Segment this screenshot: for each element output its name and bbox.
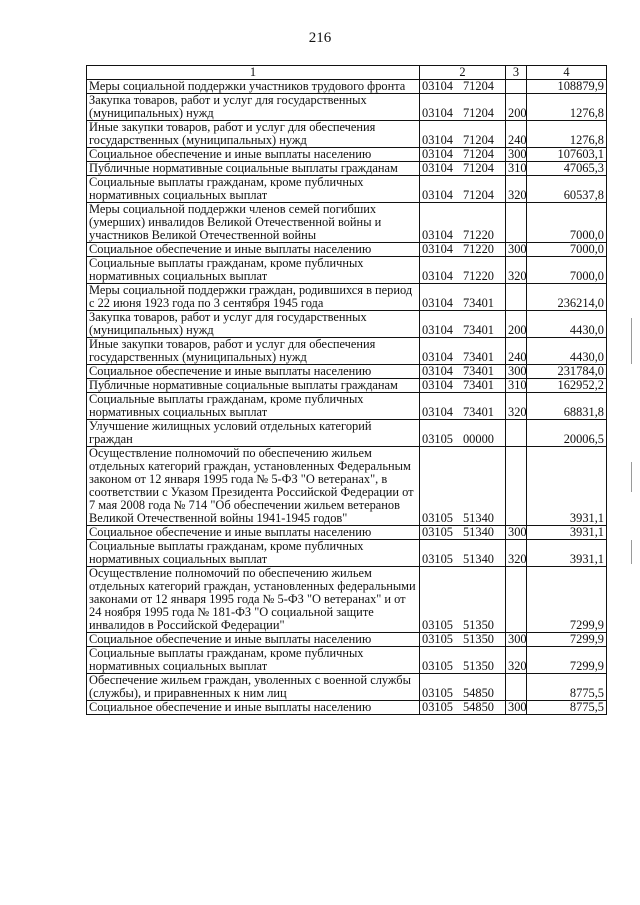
expense-type-cell: 300 xyxy=(506,148,527,162)
table-row xyxy=(87,257,607,284)
row-code-cell xyxy=(420,447,506,526)
page-number: 216 xyxy=(308,30,332,46)
table-row xyxy=(87,365,607,379)
row-name-cell: Социальное обеспечение и иные выплаты населению xyxy=(87,701,420,715)
section-code: 03105 xyxy=(422,618,453,632)
expense-type-cell: 320 xyxy=(506,393,527,420)
table-row xyxy=(87,121,607,148)
section-code: 03104 xyxy=(422,228,453,242)
row-name-cell: Социальное обеспечение и иные выплаты населению xyxy=(87,633,420,647)
target-article-code: 71204 xyxy=(462,188,494,202)
row-name-cell: Меры социальной поддержки граждан, родившихся в период с 22 июня 1923 года по 3 сентября 1945 года xyxy=(87,284,420,311)
expense-type-cell: 320 xyxy=(506,176,527,203)
section-code: 03105 xyxy=(422,686,453,700)
table-row xyxy=(87,176,607,203)
scan-edge-mark xyxy=(631,540,632,564)
amount-cell: 20006,5 xyxy=(527,420,607,447)
section-code: 03104 xyxy=(422,323,453,337)
target-article-code: 51340 xyxy=(462,525,494,539)
row-name-cell: Осуществление полномочий по обеспечению жильем отдельных категорий граждан, установленных федеральными законами от 12 января 1995 года № 5-ФЗ "О ветеранах" и от 24 ноября 1995 года № 181-ФЗ "О социальной защите инвалидов в Российской Федерации" xyxy=(87,567,420,633)
row-name-cell: Социальные выплаты гражданам, кроме публичных нормативных социальных выплат xyxy=(87,257,420,284)
expense-type-cell: 240 xyxy=(506,121,527,148)
row-code-cell xyxy=(420,243,506,257)
target-article-code: 73401 xyxy=(462,323,494,337)
table-row xyxy=(87,284,607,311)
scan-edge-mark xyxy=(631,462,632,492)
expense-type-cell xyxy=(506,203,527,243)
target-article-code: 51340 xyxy=(462,511,494,525)
section-code: 03104 xyxy=(422,79,453,93)
section-code: 03105 xyxy=(422,552,453,566)
expense-type-cell: 200 xyxy=(506,94,527,121)
target-article-code: 54850 xyxy=(462,686,494,700)
expense-type-cell: 300 xyxy=(506,526,527,540)
table-body xyxy=(87,80,607,715)
row-name-cell: Улучшение жилищных условий отдельных категорий граждан xyxy=(87,420,420,447)
row-name-cell: Социальное обеспечение и иные выплаты населению xyxy=(87,148,420,162)
row-code-cell xyxy=(420,162,506,176)
expense-type-cell: 320 xyxy=(506,540,527,567)
row-name-cell: Социальные выплаты гражданам, кроме публичных нормативных социальных выплат xyxy=(87,176,420,203)
section-code: 03104 xyxy=(422,242,453,256)
amount-cell: 4430,0 xyxy=(527,311,607,338)
amount-cell: 3931,1 xyxy=(527,526,607,540)
column-header-amount: 4 xyxy=(527,66,607,80)
row-name-cell: Закупка товаров, работ и услуг для государственных (муниципальных) нужд xyxy=(87,311,420,338)
section-code: 03105 xyxy=(422,700,453,714)
row-name-cell: Социальное обеспечение и иные выплаты населению xyxy=(87,243,420,257)
section-code: 03104 xyxy=(422,161,453,175)
row-code-cell xyxy=(420,284,506,311)
row-code-cell xyxy=(420,365,506,379)
table-row xyxy=(87,338,607,365)
section-code: 03104 xyxy=(422,133,453,147)
row-code-cell xyxy=(420,338,506,365)
row-name-cell: Осуществление полномочий по обеспечению жильем отдельных категорий граждан, установленных Федеральным законом от 12 января 1995 года № 5-ФЗ "О ветеранах", в соответствии с Указом Президента Российской Федерации от 7 мая 2008 года № 714 "Об обеспечении жильем ветеранов Великой Отечественной войны 1941-1945 годов" xyxy=(87,447,420,526)
row-name-cell: Меры социальной поддержки участников трудового фронта xyxy=(87,80,420,94)
target-article-code: 71204 xyxy=(462,133,494,147)
target-article-code: 51350 xyxy=(462,659,494,673)
target-article-code: 71204 xyxy=(462,147,494,161)
expense-type-cell: 300 xyxy=(506,365,527,379)
row-code-cell xyxy=(420,647,506,674)
amount-cell: 8775,5 xyxy=(527,674,607,701)
section-code: 03105 xyxy=(422,511,453,525)
expense-type-cell xyxy=(506,284,527,311)
table-row xyxy=(87,243,607,257)
row-name-cell: Закупка товаров, работ и услуг для государственных (муниципальных) нужд xyxy=(87,94,420,121)
column-header-name: 1 xyxy=(87,66,420,80)
table-row xyxy=(87,94,607,121)
section-code: 03104 xyxy=(422,364,453,378)
expense-type-cell xyxy=(506,447,527,526)
row-name-cell: Иные закупки товаров, работ и услуг для обеспечения государственных (муниципальных) нужд xyxy=(87,121,420,148)
expense-type-cell: 200 xyxy=(506,311,527,338)
section-code: 03104 xyxy=(422,378,453,392)
table-row xyxy=(87,647,607,674)
expense-type-cell xyxy=(506,80,527,94)
row-code-cell xyxy=(420,203,506,243)
section-code: 03105 xyxy=(422,432,453,446)
amount-cell: 162952,2 xyxy=(527,379,607,393)
table-row xyxy=(87,162,607,176)
table-row xyxy=(87,526,607,540)
target-article-code: 73401 xyxy=(462,296,494,310)
expense-type-cell: 310 xyxy=(506,379,527,393)
table-row xyxy=(87,540,607,567)
target-article-code: 51350 xyxy=(462,632,494,646)
scan-edge-mark xyxy=(631,318,632,364)
row-name-cell: Социальные выплаты гражданам, кроме публичных нормативных социальных выплат xyxy=(87,540,420,567)
row-code-cell xyxy=(420,148,506,162)
amount-cell: 7000,0 xyxy=(527,243,607,257)
expense-type-cell: 300 xyxy=(506,701,527,715)
amount-cell: 3931,1 xyxy=(527,447,607,526)
amount-cell: 7000,0 xyxy=(527,257,607,284)
target-article-code: 54850 xyxy=(462,700,494,714)
row-code-cell xyxy=(420,420,506,447)
target-article-code: 71220 xyxy=(462,269,494,283)
row-code-cell xyxy=(420,176,506,203)
amount-cell: 7299,9 xyxy=(527,567,607,633)
table-row xyxy=(87,447,607,526)
section-code: 03105 xyxy=(422,632,453,646)
row-name-cell: Социальные выплаты гражданам, кроме публичных нормативных социальных выплат xyxy=(87,393,420,420)
row-name-cell: Обеспечение жильем граждан, уволенных с военной службы (службы), и приравненных к ним лиц xyxy=(87,674,420,701)
row-name-cell: Социальное обеспечение и иные выплаты населению xyxy=(87,365,420,379)
row-name-cell: Публичные нормативные социальные выплаты гражданам xyxy=(87,162,420,176)
expense-type-cell: 240 xyxy=(506,338,527,365)
amount-cell: 7299,9 xyxy=(527,633,607,647)
row-code-cell xyxy=(420,121,506,148)
amount-cell: 107603,1 xyxy=(527,148,607,162)
row-code-cell xyxy=(420,379,506,393)
target-article-code: 51350 xyxy=(462,618,494,632)
amount-cell: 1276,8 xyxy=(527,94,607,121)
row-code-cell xyxy=(420,526,506,540)
section-code: 03104 xyxy=(422,147,453,161)
row-code-cell xyxy=(420,80,506,94)
amount-cell: 3931,1 xyxy=(527,540,607,567)
row-code-cell xyxy=(420,257,506,284)
target-article-code: 73401 xyxy=(462,350,494,364)
table-row xyxy=(87,674,607,701)
section-code: 03104 xyxy=(422,106,453,120)
table-row xyxy=(87,80,607,94)
section-code: 03105 xyxy=(422,659,453,673)
target-article-code: 71204 xyxy=(462,161,494,175)
amount-cell: 236214,0 xyxy=(527,284,607,311)
target-article-code: 71220 xyxy=(462,228,494,242)
budget-table xyxy=(86,65,607,715)
expense-type-cell xyxy=(506,674,527,701)
row-name-cell: Социальное обеспечение и иные выплаты населению xyxy=(87,526,420,540)
target-article-code: 71204 xyxy=(462,79,494,93)
amount-cell: 68831,8 xyxy=(527,393,607,420)
section-code: 03104 xyxy=(422,188,453,202)
target-article-code: 51340 xyxy=(462,552,494,566)
target-article-code: 71220 xyxy=(462,242,494,256)
table-row xyxy=(87,633,607,647)
expense-type-cell xyxy=(506,567,527,633)
table-row xyxy=(87,701,607,715)
row-code-cell xyxy=(420,540,506,567)
column-header-type: 3 xyxy=(506,66,527,80)
table-header-row xyxy=(87,66,607,80)
table-row xyxy=(87,420,607,447)
expense-type-cell: 300 xyxy=(506,243,527,257)
amount-cell: 108879,9 xyxy=(527,80,607,94)
amount-cell: 60537,8 xyxy=(527,176,607,203)
row-code-cell xyxy=(420,701,506,715)
section-code: 03104 xyxy=(422,296,453,310)
amount-cell: 4430,0 xyxy=(527,338,607,365)
target-article-code: 71204 xyxy=(462,106,494,120)
amount-cell: 1276,8 xyxy=(527,121,607,148)
column-header-code: 2 xyxy=(420,66,506,80)
row-code-cell xyxy=(420,311,506,338)
amount-cell: 231784,0 xyxy=(527,365,607,379)
expense-type-cell: 310 xyxy=(506,162,527,176)
row-name-cell: Социальные выплаты гражданам, кроме публичных нормативных социальных выплат xyxy=(87,647,420,674)
expense-type-cell: 300 xyxy=(506,633,527,647)
table-row xyxy=(87,203,607,243)
section-code: 03104 xyxy=(422,405,453,419)
amount-cell: 7299,9 xyxy=(527,647,607,674)
row-name-cell: Публичные нормативные социальные выплаты гражданам xyxy=(87,379,420,393)
expense-type-cell: 320 xyxy=(506,257,527,284)
row-code-cell xyxy=(420,567,506,633)
table-row xyxy=(87,379,607,393)
row-name-cell: Иные закупки товаров, работ и услуг для обеспечения государственных (муниципальных) нужд xyxy=(87,338,420,365)
section-code: 03104 xyxy=(422,269,453,283)
section-code: 03104 xyxy=(422,350,453,364)
table-row xyxy=(87,567,607,633)
amount-cell: 7000,0 xyxy=(527,203,607,243)
expense-type-cell xyxy=(506,420,527,447)
row-name-cell: Меры социальной поддержки членов семей погибших (умерших) инвалидов Великой Отечественной войны и участников Великой Отечественной войны xyxy=(87,203,420,243)
expense-type-cell: 320 xyxy=(506,647,527,674)
target-article-code: 73401 xyxy=(462,378,494,392)
row-code-cell xyxy=(420,393,506,420)
section-code: 03105 xyxy=(422,525,453,539)
row-code-cell xyxy=(420,633,506,647)
target-article-code: 73401 xyxy=(462,405,494,419)
table-row xyxy=(87,393,607,420)
row-code-cell xyxy=(420,94,506,121)
target-article-code: 73401 xyxy=(462,364,494,378)
amount-cell: 47065,3 xyxy=(527,162,607,176)
amount-cell: 8775,5 xyxy=(527,701,607,715)
row-code-cell xyxy=(420,674,506,701)
target-article-code: 00000 xyxy=(462,432,494,446)
table-row xyxy=(87,148,607,162)
table-row xyxy=(87,311,607,338)
